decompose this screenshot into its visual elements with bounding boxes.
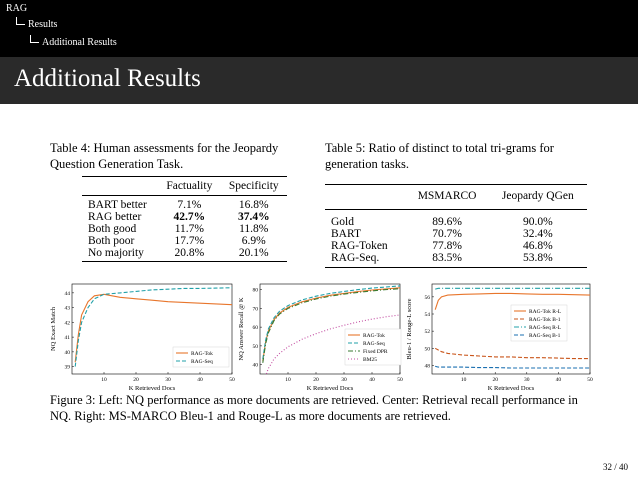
cell-value: 7.1% xyxy=(177,199,202,211)
nav-subsubsection[interactable]: Additional Results xyxy=(42,37,117,48)
chart-svg xyxy=(48,280,236,392)
nav-section[interactable]: RAG xyxy=(6,3,28,14)
cell-value: 53.8% xyxy=(522,252,553,264)
y-tick-label: 48 xyxy=(424,363,430,370)
cell-value: 32.4% xyxy=(522,228,553,240)
header-navigation xyxy=(0,0,638,57)
nq-recall-chart xyxy=(236,280,404,397)
cell-value: 42.7% xyxy=(173,211,206,223)
x-axis-label: K Retrieved Docs xyxy=(306,385,354,392)
tree-branch-icon xyxy=(30,35,39,43)
nav-subsection-row xyxy=(16,19,57,30)
y-tick-label: 44 xyxy=(64,290,70,297)
cell-value: 20.8% xyxy=(174,247,205,259)
y-tick-label: 43 xyxy=(64,305,70,312)
legend-label: RAG-Tok B-1 xyxy=(529,317,561,323)
table-row xyxy=(82,196,287,212)
row-label: BART xyxy=(331,228,361,240)
y-tick-label: 50 xyxy=(424,346,430,353)
page-number: 32 / 40 xyxy=(602,462,628,472)
cell-value: 90.0% xyxy=(522,216,553,228)
row-label: RAG-Seq. xyxy=(331,252,380,264)
x-tick-label: 30 xyxy=(524,377,530,383)
x-tick-label: 40 xyxy=(197,377,203,383)
row-label: Gold xyxy=(331,216,354,228)
cell-value: 16.8% xyxy=(238,199,269,211)
y-axis-label: NQ Answer Recall @ K xyxy=(238,297,245,361)
table5-header-cell xyxy=(325,185,406,210)
table-row xyxy=(82,223,287,235)
cell-value: 17.7% xyxy=(174,235,205,247)
x-tick-label: 50 xyxy=(229,377,235,383)
x-tick-label: 40 xyxy=(555,377,562,383)
row-label: RAG better xyxy=(88,211,142,223)
y-axis-label: NQ Exact Match xyxy=(50,306,57,352)
cell-value: 37.4% xyxy=(237,211,270,223)
table5-header-cell: Jeopardy QGen xyxy=(489,185,587,210)
row-label: BART better xyxy=(88,199,147,211)
row-label: RAG-Token xyxy=(331,240,388,252)
legend-label: RAG-Seq xyxy=(363,341,385,347)
x-tick-label: 30 xyxy=(165,377,171,383)
y-tick-label: 41 xyxy=(64,335,70,342)
table-row xyxy=(325,228,587,240)
title-bar xyxy=(0,57,638,104)
table4-header-row xyxy=(82,177,287,196)
cell-value: 70.7% xyxy=(432,228,462,240)
y-tick-label: 56 xyxy=(424,294,430,301)
nav-subsubsection-row xyxy=(30,37,117,48)
chart-svg xyxy=(236,280,404,392)
x-tick-label: 10 xyxy=(285,377,291,383)
legend-label: RAG-Tok xyxy=(363,333,385,339)
y-tick-label: 40 xyxy=(64,349,70,356)
table-row xyxy=(82,247,287,262)
y-tick-label: 52 xyxy=(424,329,430,336)
cell-value: 20.1% xyxy=(238,247,269,259)
table-row xyxy=(325,210,587,229)
legend-label: RAG-Seq R-L xyxy=(529,325,561,331)
cell-value: 11.7% xyxy=(174,223,204,235)
table5-header-cell: MSMARCO xyxy=(406,185,489,210)
table-row xyxy=(82,235,287,247)
y-tick-label: 40 xyxy=(252,362,258,369)
table-row xyxy=(82,211,287,223)
x-tick-label: 30 xyxy=(341,377,347,383)
tree-branch-icon xyxy=(16,17,25,25)
y-axis-label: Bleu-1 / Rouge-L score xyxy=(406,298,413,360)
table4-header-cell xyxy=(82,177,158,196)
cell-value: 11.8% xyxy=(239,223,269,235)
table4-header-cell: Specificity xyxy=(221,177,287,196)
y-tick-label: 60 xyxy=(252,325,258,332)
x-axis-label: K Retrieved Docs xyxy=(487,385,535,392)
table5-header-row xyxy=(325,185,587,210)
x-tick-label: 20 xyxy=(313,377,319,383)
legend-label: BM25 xyxy=(363,357,378,363)
cell-value: 46.8% xyxy=(522,240,553,252)
table4-header-cell: Factuality xyxy=(158,177,220,196)
row-label: Both good xyxy=(88,223,137,235)
legend-label: Fixed DPR xyxy=(363,349,388,355)
y-tick-label: 54 xyxy=(424,312,430,318)
table5 xyxy=(325,184,587,268)
chart-svg xyxy=(404,280,594,392)
nav-subsection[interactable]: Results xyxy=(28,19,58,30)
x-tick-label: 10 xyxy=(101,377,107,383)
x-tick-label: 10 xyxy=(460,377,467,383)
y-tick-label: 80 xyxy=(252,287,258,294)
cell-value: 89.6% xyxy=(432,216,462,228)
x-tick-label: 50 xyxy=(397,377,403,383)
figure-caption: Figure 3: Left: NQ performance as more documents are retrieved. Center: Retrieval recall performance in NQ. Right: MS-MARCO Bleu-1 and Rouge-L as more documents are retrieved. xyxy=(50,393,578,423)
row-label: No majority xyxy=(88,247,144,259)
slide-title: Additional Results xyxy=(14,65,201,92)
table4-caption: Table 4: Human assessments for the Jeopardy Question Generation Task. xyxy=(50,141,279,171)
cell-value: 77.8% xyxy=(432,240,462,252)
row-label: Both poor xyxy=(88,235,135,247)
x-tick-label: 20 xyxy=(492,377,498,383)
table5-caption: Table 5: Ratio of distinct to total tri-grams for generation tasks. xyxy=(325,141,554,171)
table-row xyxy=(325,240,587,252)
x-axis-label: K Retrieved Docs xyxy=(128,385,176,392)
y-tick-label: 42 xyxy=(64,320,70,327)
table4 xyxy=(82,176,287,262)
y-tick-label: 39 xyxy=(64,364,70,371)
cell-value: 83.5% xyxy=(432,252,462,264)
y-tick-label: 70 xyxy=(252,306,258,313)
legend-label: RAG-Tok xyxy=(191,351,213,357)
x-tick-label: 40 xyxy=(369,377,375,383)
y-tick-label: 50 xyxy=(252,343,258,350)
legend-label: RAG-Seq B-1 xyxy=(529,333,561,339)
x-tick-label: 50 xyxy=(587,377,593,383)
cell-value: 6.9% xyxy=(241,235,266,247)
x-tick-label: 20 xyxy=(133,377,139,383)
legend-label: RAG-Seq xyxy=(191,359,213,365)
msmarco-scores-chart xyxy=(404,280,594,397)
legend-label: RAG-Tok R-L xyxy=(529,309,562,315)
table-row xyxy=(325,252,587,268)
nq-exact-match-chart xyxy=(48,280,236,397)
